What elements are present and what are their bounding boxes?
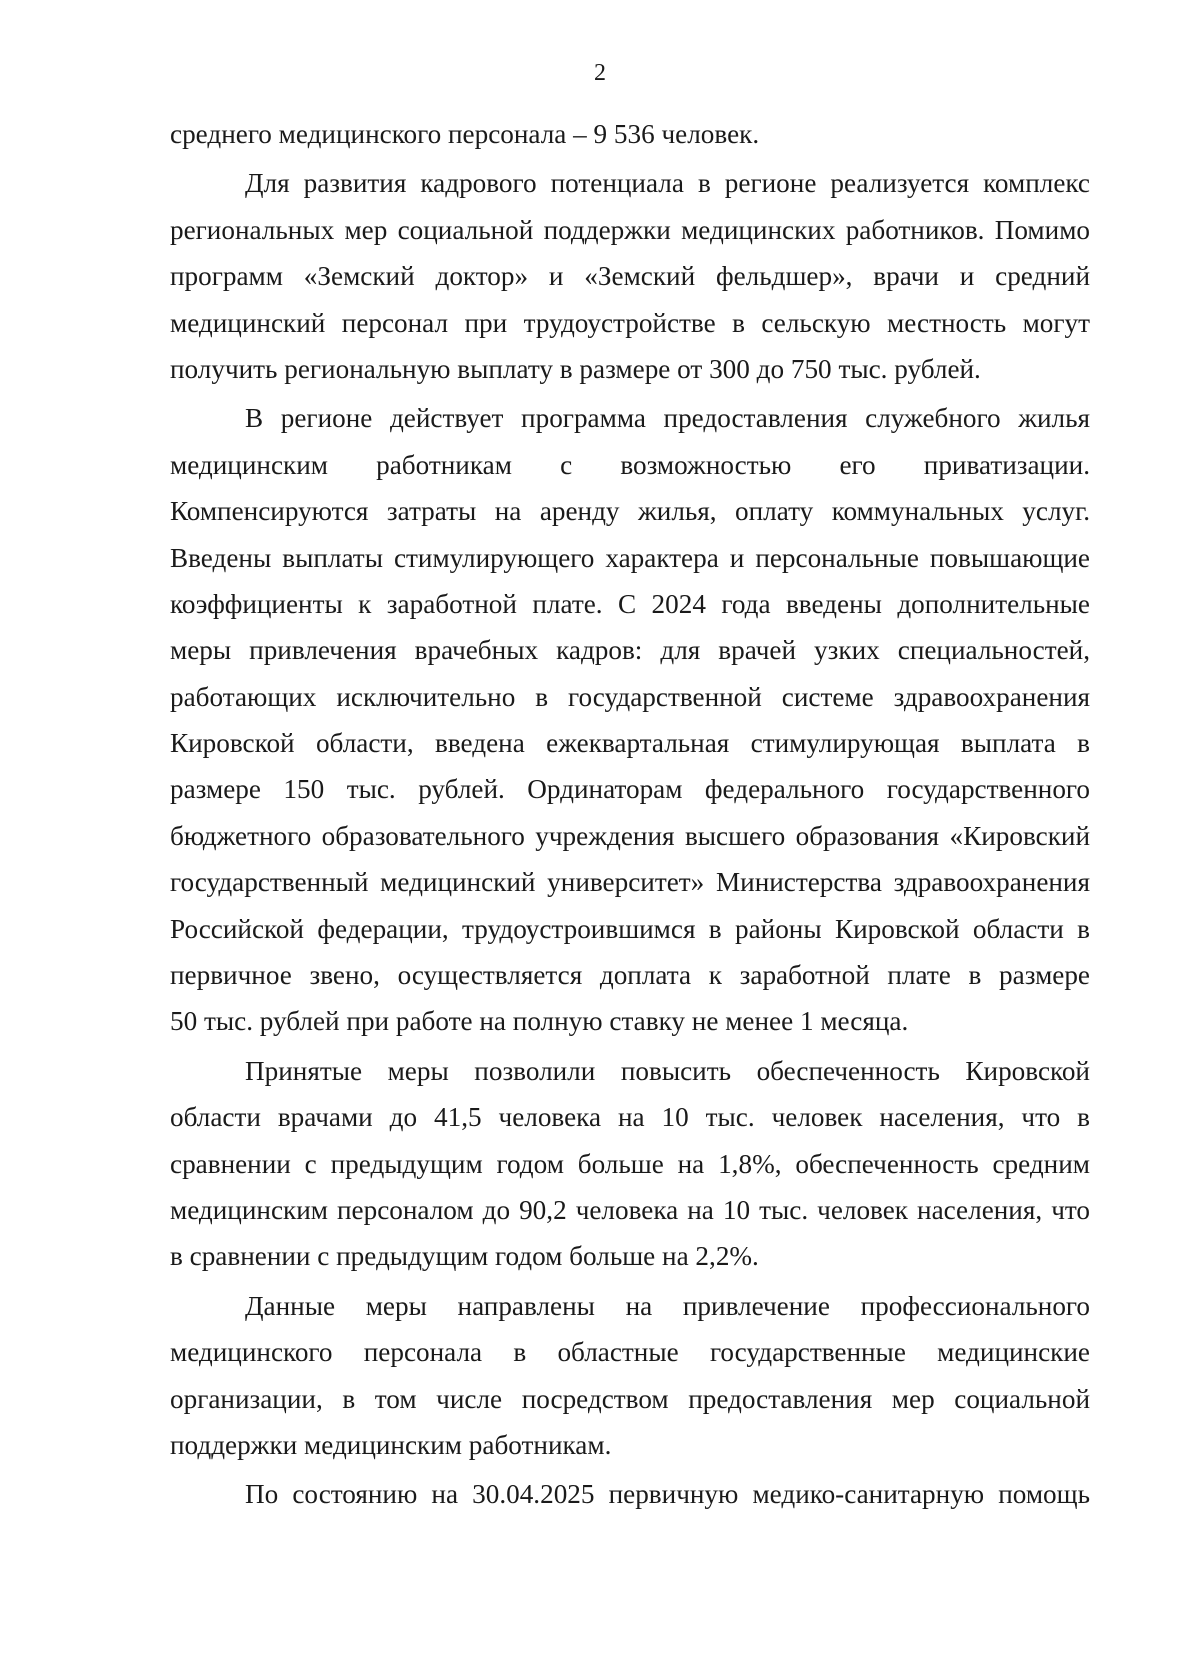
text-line: организации, в том числе посредством предоставления мер социальной [170,1383,1090,1414]
text-line: государственный медицинский университет» Министерства здравоохранения [170,867,1090,898]
paragraph-continuation [170,111,1090,157]
paragraph-measures-aim [170,1283,1090,1469]
text-line: По состоянию на 30.04.2025 первичную медико-санитарную помощь [245,1479,1090,1510]
page-number: 2 [594,60,606,86]
text-line: медицинского персонала в областные государственные медицинские [170,1337,1090,1368]
text-line: Компенсируются затраты на аренду жилья, оплату коммунальных услуг. [170,496,1090,527]
text-line: Принятые меры позволили повысить обеспеченность Кировской [245,1055,1090,1086]
text-line: медицинским работникам с возможностью его приватизации. [170,449,1090,480]
text-line: получить региональную выплату в размере от 300 до 750 тыс. рублей. [170,353,981,384]
text-line: медицинский персонал при трудоустройстве в сельскую местность могут [170,307,1090,338]
document-body [170,111,1090,1521]
text-line: сравнении с предыдущим годом больше на 1,8%, обеспеченность средним [170,1148,1090,1179]
text-line: программ «Земский доктор» и «Земский фельдшер», врачи и средний [170,261,1090,292]
text-line: работающих исключительно в государственной системе здравоохранения [170,681,1090,712]
text-line: Введены выплаты стимулирующего характера и персональные повышающие [170,542,1090,573]
text-line: Для развития кадрового потенциала в регионе реализуется комплекс [245,168,1090,199]
paragraph-primary-care [170,1471,1090,1517]
text-line: размере 150 тыс. рублей. Ординаторам федерального государственного [170,774,1090,805]
text-line: первичное звено, осуществляется доплата к заработной плате в размере [170,960,1090,991]
text-line: Российской федерации, трудоустроившимся в районы Кировской области в [170,913,1090,944]
text-line: Данные меры направлены на привлечение профессионального [245,1290,1090,1321]
text-line: бюджетного образовательного учреждения высшего образования «Кировский [170,820,1090,851]
text-line: В регионе действует программа предоставления служебного жилья [245,403,1090,434]
text-line: 50 тыс. рублей при работе на полную ставку не менее 1 месяца. [170,1006,909,1037]
text-line: Кировской области, введена ежеквартальная стимулирующая выплата в [170,728,1090,759]
text-line: меры привлечения врачебных кадров: для врачей узких специальностей, [170,635,1090,666]
text-line: коэффициенты к заработной плате. С 2024 года введены дополнительные [170,588,1090,619]
text-line: среднего медицинского персонала – 9 536 человек. [170,119,760,149]
paragraph-support-measures [170,160,1090,392]
text-line: поддержки медицинским работникам. [170,1429,612,1460]
paragraph-housing-program [170,395,1090,1044]
paragraph-results [170,1048,1090,1280]
text-line: в сравнении с предыдущим годом больше на 2,2%. [170,1241,759,1272]
text-line: региональных мер социальной поддержки медицинских работников. Помимо [170,214,1090,245]
text-line: области врачами до 41,5 человека на 10 тыс. человек населения, что в [170,1102,1090,1133]
text-line: медицинским персоналом до 90,2 человека на 10 тыс. человек населения, что [170,1194,1090,1225]
